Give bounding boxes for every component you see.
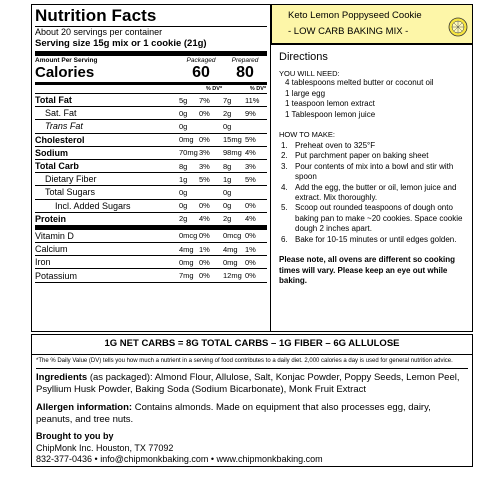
directions-title: Directions: [279, 51, 328, 63]
prepared-amount: 8g: [223, 161, 232, 171]
packaged-amount: 7mg: [179, 271, 194, 281]
prepared-dv: 0%: [245, 231, 256, 241]
prepared-dv: 0%: [245, 271, 256, 281]
prepared-amount: 0mg: [223, 257, 238, 267]
nutrient-name: Iron: [35, 257, 51, 268]
step-text: Bake for 10-15 minutes or until edges golden.: [295, 234, 457, 244]
prepared-dv: 5%: [245, 135, 256, 145]
nutrient-row: [35, 94, 267, 107]
step-number: 2.: [281, 151, 288, 161]
packaged-dv: 3%: [199, 148, 210, 158]
direction-step: [279, 151, 467, 161]
packaged-amount: 0mcg: [179, 231, 198, 241]
nutrient-name: Sat. Fat: [45, 108, 77, 119]
step-text: Put parchment paper on baking sheet: [295, 151, 429, 161]
prepared-amount: 15mg: [223, 135, 242, 145]
nutrient-name: Calcium: [35, 244, 68, 255]
step-text: Scoop out rounded teaspoons of dough onto baking pan to make ~20 cookies. Space cookie dough 2 inches apart.: [295, 203, 463, 234]
packaged-dv: 5%: [199, 174, 210, 184]
prepared-amount: 98mg: [223, 148, 242, 158]
prepared-amount: 2g: [223, 214, 232, 224]
calories-label: Calories: [35, 64, 95, 81]
prepared-dv: 9%: [245, 108, 256, 118]
packaged-dv: 1%: [199, 244, 210, 254]
nutrient-row: [35, 230, 267, 243]
col-prepared: Prepared: [231, 57, 259, 64]
net-carbs-bar: 1G NET CARBS = 8G TOTAL CARBS – 1G FIBER – 6G ALLULOSE: [31, 334, 473, 355]
step-text: Preheat oven to 325°F: [295, 141, 376, 150]
nutrient-name: Protein: [35, 213, 67, 224]
nutrient-name: Total Fat: [35, 95, 72, 106]
packaged-amount: 4mg: [179, 244, 194, 254]
nutrient-name: Total Carb: [35, 161, 79, 172]
nutrition-title: Nutrition Facts: [35, 6, 267, 27]
prepared-amount: 0g: [223, 201, 232, 211]
step-text: Add the egg, the butter or oil, lemon juice and extract. Mix thoroughly.: [295, 182, 457, 203]
packaged-amount: 0g: [179, 187, 188, 197]
prepared-amount: 12mg: [223, 271, 242, 281]
product-name-box: [271, 4, 473, 44]
packaged-dv: 0%: [199, 271, 210, 281]
packaged-dv: 7%: [199, 95, 210, 105]
packaged-amount: 2g: [179, 214, 188, 224]
product-subtitle: - LOW CARB BAKING MIX -: [288, 26, 409, 37]
packaged-dv: 3%: [199, 161, 210, 171]
step-number: 1.: [281, 141, 288, 150]
calories-prepared: 80: [236, 64, 254, 81]
prepared-dv: 11%: [245, 95, 260, 105]
packaged-amount: 8g: [179, 161, 188, 171]
packaged-amount: 0mg: [179, 135, 194, 145]
servings-per-container: About 20 servings per container: [35, 27, 163, 37]
nutrient-name: Sodium: [35, 147, 68, 158]
nutrient-row: [35, 173, 267, 186]
packaged-dv: 0%: [199, 108, 210, 118]
calories-row: [35, 65, 267, 85]
prepared-amount: 0mcg: [223, 231, 242, 241]
direction-step: [279, 162, 467, 183]
col-packaged: Packaged: [186, 57, 216, 64]
steps-list: [279, 141, 467, 245]
direction-step: [279, 203, 467, 234]
step-number: 5.: [281, 203, 288, 213]
footer-panel: [31, 355, 473, 467]
packaged-dv: 4%: [199, 214, 210, 224]
ingredients-text: (as packaged): Almond Flour, Allulose, Salt, Konjac Powder, Poppy Seeds, Lemon Peel, Psyllium Husk Powder, Baking Soda (Sodium Bicarbonate), Monk Fruit Extract: [36, 372, 460, 395]
step-number: 6.: [281, 234, 288, 244]
prepared-dv: 5%: [245, 174, 256, 184]
brought-label: Brought to you by: [36, 431, 114, 441]
allergen-info: [36, 402, 468, 426]
nutrient-name: Potassium: [35, 270, 78, 281]
nutrient-row: [35, 186, 267, 199]
prepared-dv: 4%: [245, 214, 256, 224]
nutrient-row: [35, 200, 267, 213]
lemon-icon: [448, 17, 468, 37]
nutrient-name: Total Sugars: [45, 187, 96, 198]
prepared-amount: 4mg: [223, 244, 238, 254]
need-item: 1 Tablespoon lemon juice: [285, 109, 376, 119]
nutrient-row: [35, 107, 267, 120]
contact-line: 832-377-0436 • info@chipmonkbaking.com • www.chipmonkbaking.com: [36, 454, 323, 464]
prepared-dv: 0%: [245, 201, 256, 211]
allergen-label: Allergen information:: [36, 402, 133, 413]
packaged-dv: 0%: [199, 231, 210, 241]
nutrient-rows: [35, 94, 267, 283]
step-text: Pour contents of mix into a bowl and stir with spoon: [295, 161, 454, 182]
packaged-amount: 0g: [179, 108, 188, 118]
direction-step: [279, 183, 467, 204]
nutrient-row: [35, 147, 267, 160]
you-will-need-heading: YOU WILL NEED:: [279, 69, 340, 78]
company-line: ChipMonk Inc. Houston, TX 77092: [36, 442, 174, 453]
step-number: 3.: [281, 161, 288, 171]
direction-step: [279, 141, 467, 151]
prepared-amount: 2g: [223, 108, 232, 118]
packaged-dv: 0%: [199, 257, 210, 267]
nutrient-row: [35, 213, 267, 230]
prepared-amount: 7g: [223, 95, 232, 105]
serving-size: Serving size 15g mix or 1 cookie (21g): [35, 38, 267, 56]
packaged-amount: 0g: [179, 121, 188, 131]
packaged-amount: 0g: [179, 201, 188, 211]
need-item: 1 teaspoon lemon extract: [285, 99, 375, 108]
nutrient-row: [35, 269, 267, 282]
nutrient-row: [35, 120, 267, 133]
nutrient-row: [35, 160, 267, 173]
packaged-amount: 5g: [179, 95, 188, 105]
prepared-amount: 0g: [223, 121, 232, 131]
how-to-make-heading: HOW TO MAKE:: [279, 130, 335, 139]
oven-note: Please note, all ovens are different so cooking times will vary. Please keep an eye out while baking.: [279, 255, 456, 286]
packaged-dv: 0%: [199, 135, 210, 145]
need-item: 4 tablespoons melted butter or coconut oil: [285, 78, 434, 87]
nutrient-name: Trans Fat: [45, 121, 83, 132]
dv-header: [35, 85, 267, 94]
packaged-dv: 0%: [199, 201, 210, 211]
dv-footnote: *The % Daily Value (DV) tells you how much a nutrient in a serving of food contributes to a daily diet. 2,000 calories a day is used for general nutrition advice.: [36, 358, 468, 369]
nutrient-name: Incl. Added Sugars: [55, 200, 131, 211]
directions-panel: [271, 44, 473, 332]
nutrient-name: Vitamin D: [35, 230, 74, 241]
nutrient-row: [35, 243, 267, 256]
dv-label-prepared: % DV*: [249, 86, 267, 92]
need-item: 1 large egg: [285, 88, 326, 98]
ingredients: [36, 372, 468, 396]
nutrient-row: [35, 134, 267, 147]
ingredients-label: Ingredients: [36, 372, 88, 383]
prepared-amount: 1g: [223, 174, 232, 184]
packaged-amount: 70mg: [179, 148, 198, 158]
prepared-dv: 0%: [245, 257, 256, 267]
product-name: Keto Lemon Poppyseed Cookie: [288, 10, 422, 21]
prepared-amount: 0g: [223, 187, 232, 197]
nutrition-facts-panel: [31, 4, 271, 332]
step-number: 4.: [281, 182, 288, 192]
packaged-amount: 1g: [179, 174, 188, 184]
prepared-dv: 1%: [245, 244, 256, 254]
nutrient-name: Cholesterol: [35, 134, 85, 145]
allergen-text: Contains almonds. Made on equipment that also processes egg, dairy, peanuts, and tree nuts.: [36, 402, 431, 425]
direction-step: [279, 235, 467, 245]
nutrient-row: [35, 256, 267, 269]
packaged-amount: 0mg: [179, 257, 194, 267]
dv-label-packaged: % DV*: [205, 86, 223, 92]
calories-packaged: 60: [192, 64, 210, 81]
prepared-dv: 3%: [245, 161, 256, 171]
prepared-dv: 4%: [245, 148, 256, 158]
amount-per-serving: Amount Per Serving: [35, 57, 98, 64]
brought-to-you: [36, 431, 468, 466]
nutrient-name: Dietary Fiber: [45, 174, 97, 185]
